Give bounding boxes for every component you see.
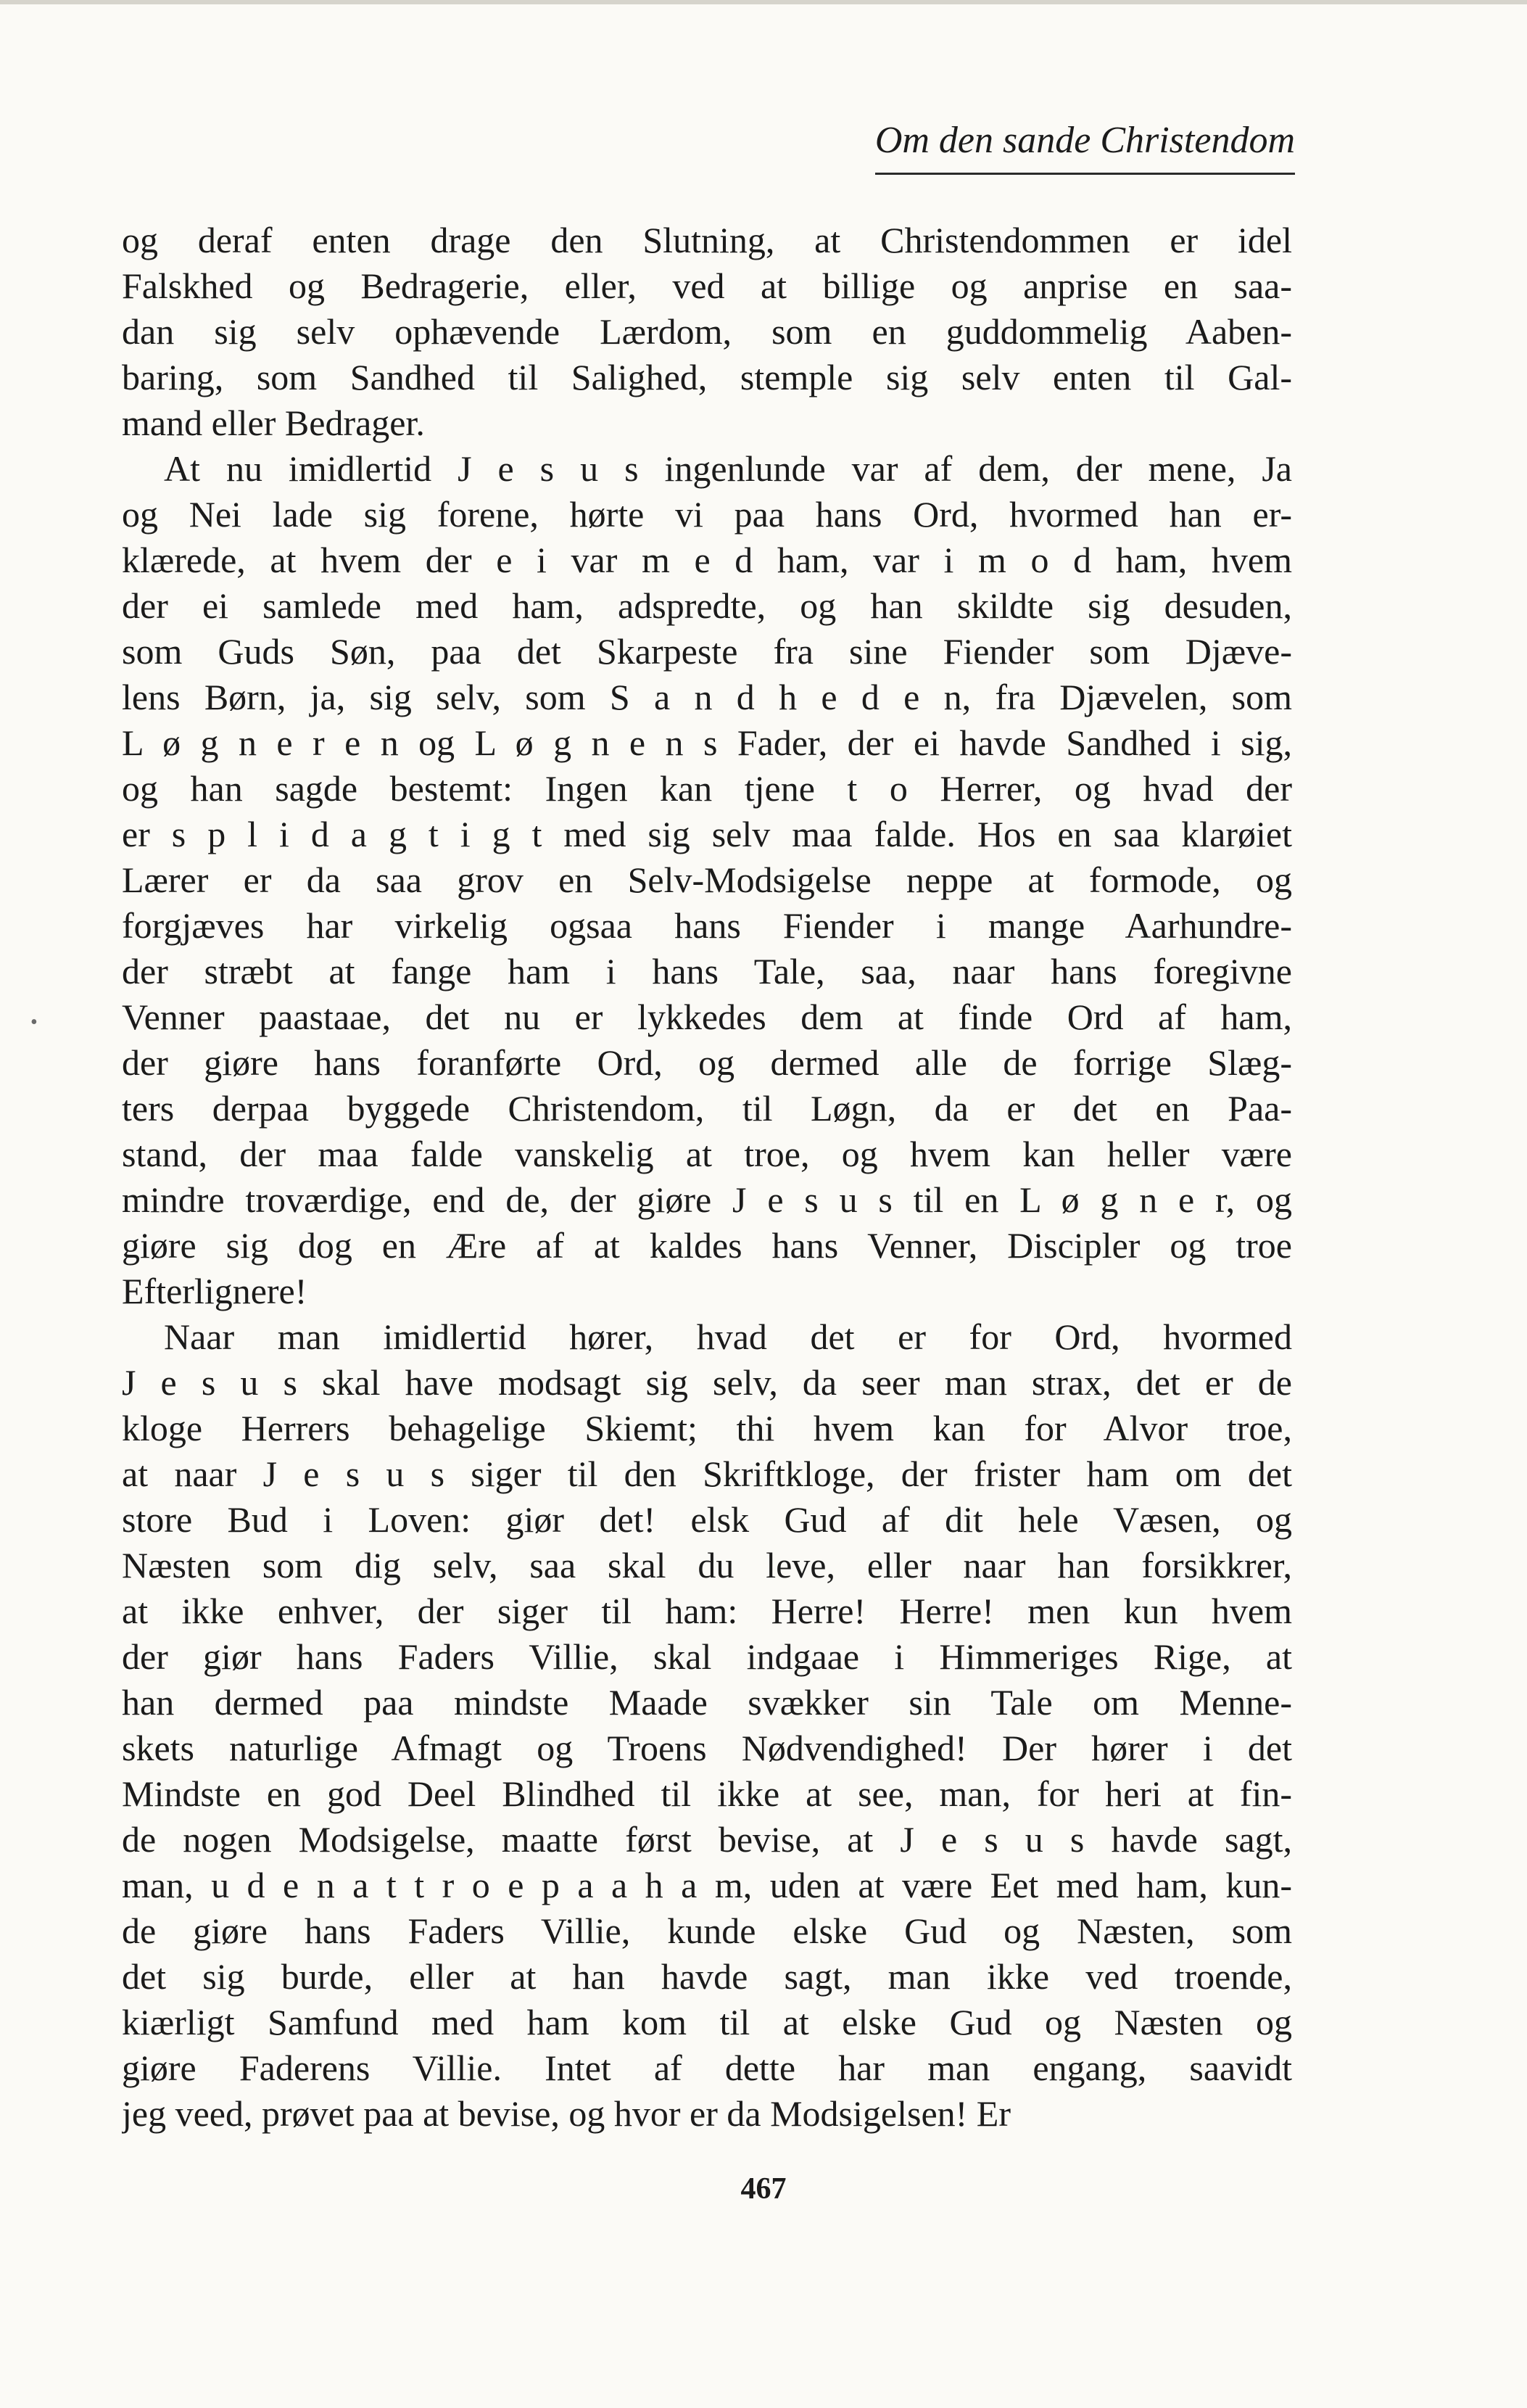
text-line: mand eller Bedrager. — [122, 403, 425, 443]
text-line: at naar J e s u s siger til den Skriftkloge, der frister ham om det — [122, 1454, 1292, 1494]
text-line: J e s u s skal have modsagt sig selv, da seer man strax, det er de — [122, 1362, 1292, 1403]
text-line: Naar man imidlertid hører, hvad det er for Ord, hvormed — [164, 1316, 1292, 1357]
text-line: Venner paastaae, det nu er lykkedes dem at finde Ord af ham, — [122, 997, 1292, 1037]
text-line: der giøre hans foranførte Ord, og dermed alle de forrige Slæg- — [122, 1042, 1292, 1083]
text-line: skets naturlige Afmagt og Troens Nødvendighed! Der hører i det — [122, 1728, 1292, 1768]
text-line: giøre sig dog en Ære af at kaldes hans Venner, Discipler og troe — [122, 1225, 1292, 1266]
text-line: L ø g n e r e n og L ø g n e n s Fader, der ei havde Sandhed i sig, — [122, 722, 1292, 763]
text-line: Efterlignere! — [122, 1271, 307, 1311]
text-line: giøre Faderens Villie. Intet af dette har man engang, saavidt — [122, 2048, 1292, 2088]
text-line: man, u d e n a t t r o e p a a h a m, uden at være Eet med ham, kun- — [122, 1865, 1292, 1905]
text-line: og deraf enten drage den Slutning, at Christendommen er idel — [122, 220, 1292, 260]
text-line: baring, som Sandhed til Salighed, stemple sig selv enten til Gal- — [122, 357, 1292, 397]
text-line: Lærer er da saa grov en Selv-Modsigelse neppe at formode, og — [122, 859, 1292, 900]
text-line: han dermed paa mindste Maade svækker sin Tale om Menne- — [122, 1682, 1292, 1723]
text-line: ters derpaa byggede Christendom, til Løgn, da er det en Paa- — [122, 1088, 1292, 1129]
text-line: Mindste en god Deel Blindhed til ikke at see, man, for heri at fin- — [122, 1773, 1292, 1814]
text-line: er s p l i d a g t i g t med sig selv maa falde. Hos en saa klarøiet — [122, 814, 1292, 854]
text-line: som Guds Søn, paa det Skarpeste fra sine Fiender som Djæve- — [122, 631, 1292, 672]
text-line: det sig burde, eller at han havde sagt, man ikke ved troende, — [122, 1956, 1292, 1997]
text-line: mindre troværdige, end de, der giøre J e s u s til en L ø g n e r, og — [122, 1179, 1292, 1220]
text-line: kloge Herrers behagelige Skiemt; thi hvem kan for Alvor troe, — [122, 1408, 1292, 1448]
text-line: forgjæves har virkelig ogsaa hans Fiender i mange Aarhundre- — [122, 905, 1292, 946]
text-line: der giør hans Faders Villie, skal indgaae i Himmeriges Rige, at — [122, 1636, 1292, 1677]
text-line: der ei samlede med ham, adspredte, og han skildte sig desuden, — [122, 585, 1292, 626]
text-line: At nu imidlertid J e s u s ingenlunde var af dem, der mene, Ja — [164, 448, 1292, 489]
text-line: dan sig selv ophævende Lærdom, som en guddommelig Aaben- — [122, 311, 1292, 352]
text-line: Næsten som dig selv, saa skal du leve, eller naar han forsikkrer, — [122, 1545, 1292, 1586]
text-line: at ikke enhver, der siger til ham: Herre! Herre! men kun hvem — [122, 1591, 1292, 1631]
text-line: de nogen Modsigelse, maatte først bevise, at J e s u s havde sagt, — [122, 1819, 1292, 1860]
text-line: og Nei lade sig forene, hørte vi paa hans Ord, hvormed han er- — [122, 494, 1292, 535]
text-line: kiærligt Samfund med ham kom til at elske Gud og Næsten og — [122, 2002, 1292, 2042]
text-line: store Bud i Loven: giør det! elsk Gud af dit hele Væsen, og — [122, 1499, 1292, 1540]
text-line: Falskhed og Bedragerie, eller, ved at billige og anprise en saa- — [122, 265, 1292, 306]
margin-mark: • — [30, 1011, 38, 1034]
body-text — [122, 218, 1292, 2137]
text-line: og han sagde bestemt: Ingen kan tjene t o Herrer, og hvad der — [122, 768, 1292, 809]
page-number: 467 — [740, 2172, 787, 2206]
text-line: lens Børn, ja, sig selv, som S a n d h e d e n, fra Djævelen, som — [122, 677, 1292, 717]
running-head: Om den sande Christendom — [875, 122, 1295, 175]
text-line: de giøre hans Faders Villie, kunde elske Gud og Næsten, som — [122, 1910, 1292, 1951]
text-line: jeg veed, prøvet paa at bevise, og hvor er da Modsigelsen! Er — [122, 2093, 1011, 2134]
text-line: stand, der maa falde vanskelig at troe, og hvem kan heller være — [122, 1134, 1292, 1174]
text-line: klærede, at hvem der e i var m e d ham, var i m o d ham, hvem — [122, 540, 1292, 580]
text-line: der stræbt at fange ham i hans Tale, saa, naar hans foregivne — [122, 951, 1292, 991]
page-edge — [0, 0, 1527, 4]
